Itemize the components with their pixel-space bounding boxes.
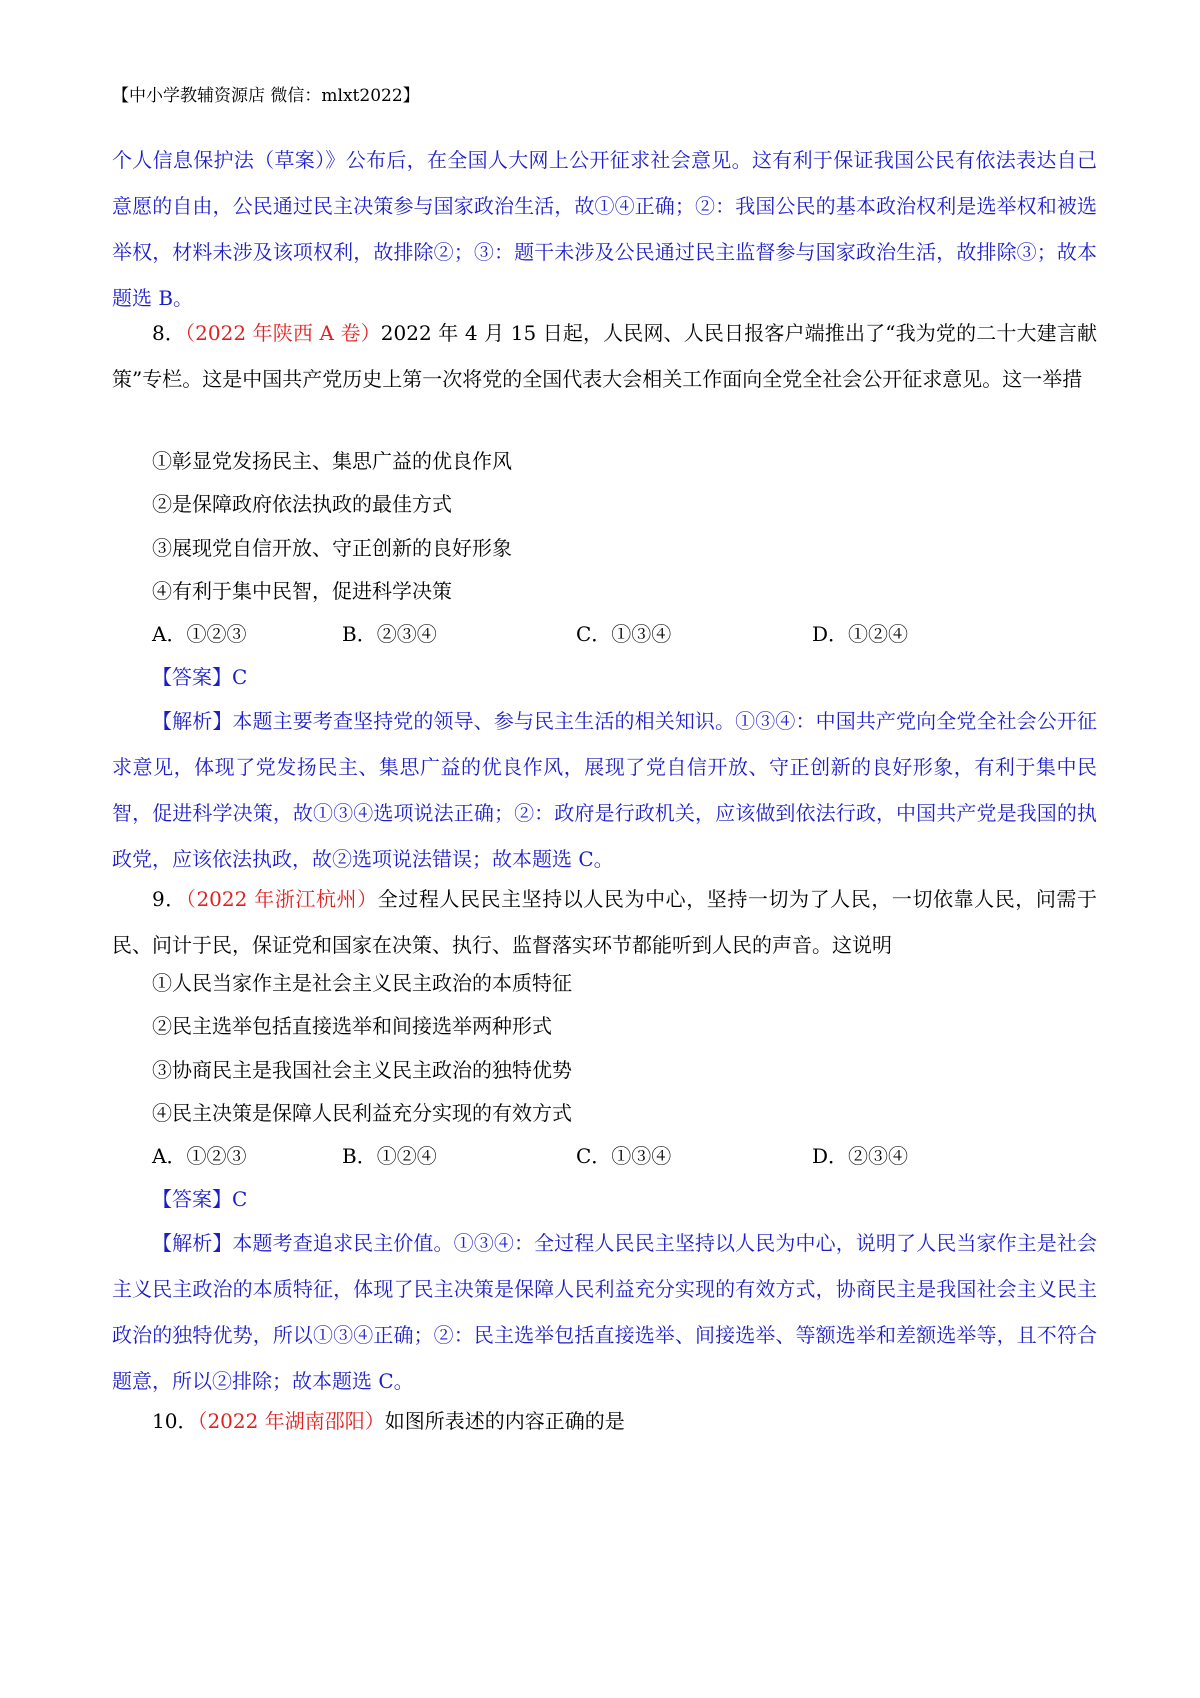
intro-analysis: 个人信息保护法（草案）》公布后，在全国人大网上公开征求社会意见。这有利于保证我国公民有依法表达自己意愿的自由，公民通过民主决策参与国家政治生活，故①④正确；②：我国公民的基本政治权利是选举权和被选举权，材料未涉及该项权利，故排除②；③：题干未涉及公民通过民主监督参与国家政治生活，故排除③；故本题选 B。 [112, 148, 1097, 310]
option-c: C．①③④ [576, 622, 672, 646]
option-a: A．①②③ [152, 622, 247, 646]
q8-item-1: ①彰显党发扬民主、集思广益的优良作风 [152, 449, 512, 473]
q8-item-3: ③展现党自信开放、守正创新的良好形象 [152, 536, 512, 560]
q9-analysis: 【解析】本题考查追求民主价值。①③④：全过程人民民主坚持以人民为中心，说明了人民当家作主是社会主义民主政治的本质特征，体现了民主决策是保障人民利益充分实现的有效方式，协商民主是我国社会主义民主政治的独特优势，所以①③④正确；②：民主选举包括直接选举、间接选举、等额选举和差额选举等，且不符合题意，所以②排除；故本题选 C。 [112, 1231, 1097, 1393]
question-source: （2022 年浙江杭州） [185, 887, 378, 911]
option-a: A．①②③ [152, 1144, 247, 1168]
q8-options [152, 619, 1082, 649]
q8-analysis: 【解析】本题主要考查坚持党的领导、参与民主生活的相关知识。①③④：中国共产党向全党全社会公开征求意见，体现了党发扬民主、集思广益的优良作风，展现了党自信开放、守正创新的良好形象，有利于集中民智，促进科学决策，故①③④选项说法正确；②：政府是行政机关，应该做到依法行政，中国共产党是我国的执政党，应该依法执政，故②选项说法错误；故本题选 C。 [112, 709, 1097, 871]
question-8 [112, 310, 1097, 402]
question-number: 10． [152, 1409, 198, 1433]
q9-item-1: ①人民当家作主是社会主义民主政治的本质特征 [152, 971, 572, 995]
q8-item-4: ④有利于集中民智，促进科学决策 [152, 579, 452, 603]
option-d: D．②③④ [812, 1144, 909, 1168]
question-10 [112, 1398, 1097, 1444]
q8-item-2: ②是保障政府依法执政的最佳方式 [152, 492, 452, 516]
question-stem: 全过程人民民主坚持以人民为中心，坚持一切为了人民，一切依靠人民，问需于民、问计于民，保证党和国家在决策、执行、监督落实环节都能听到人民的声音。这说明 [112, 887, 1098, 957]
question-stem: 如图所表述的内容正确的是 [384, 1409, 625, 1433]
question-source: （2022 年湖南邵阳） [197, 1409, 385, 1433]
q9-answer: 【答案】C [152, 1187, 248, 1211]
question-9 [112, 876, 1097, 968]
question-number: 8． [152, 321, 186, 345]
question-number: 9． [152, 887, 186, 911]
q9-item-3: ③协商民主是我国社会主义民主政治的独特优势 [152, 1058, 572, 1082]
page-header: 【中小学教辅资源店 微信：mlxt2022】 [112, 86, 420, 106]
question-stem: 2022 年 4 月 15 日起，人民网、人民日报客户端推出了“我为党的二十大建言献策”专栏。这是中国共产党历史上第一次将党的全国代表大会相关工作面向全党全社会公开征求意见。这一举措 [112, 321, 1097, 391]
option-b: B．②③④ [342, 622, 437, 646]
q9-item-2: ②民主选举包括直接选举和间接选举两种形式 [152, 1014, 552, 1038]
q9-options [152, 1141, 1082, 1171]
q9-item-4: ④民主决策是保障人民利益充分实现的有效方式 [152, 1101, 572, 1125]
option-c: C．①③④ [576, 1144, 672, 1168]
q8-answer: 【答案】C [152, 665, 248, 689]
option-d: D．①②④ [812, 622, 909, 646]
option-b: B．①②④ [342, 1144, 437, 1168]
question-source: （2022 年陕西 A 卷） [185, 321, 381, 345]
